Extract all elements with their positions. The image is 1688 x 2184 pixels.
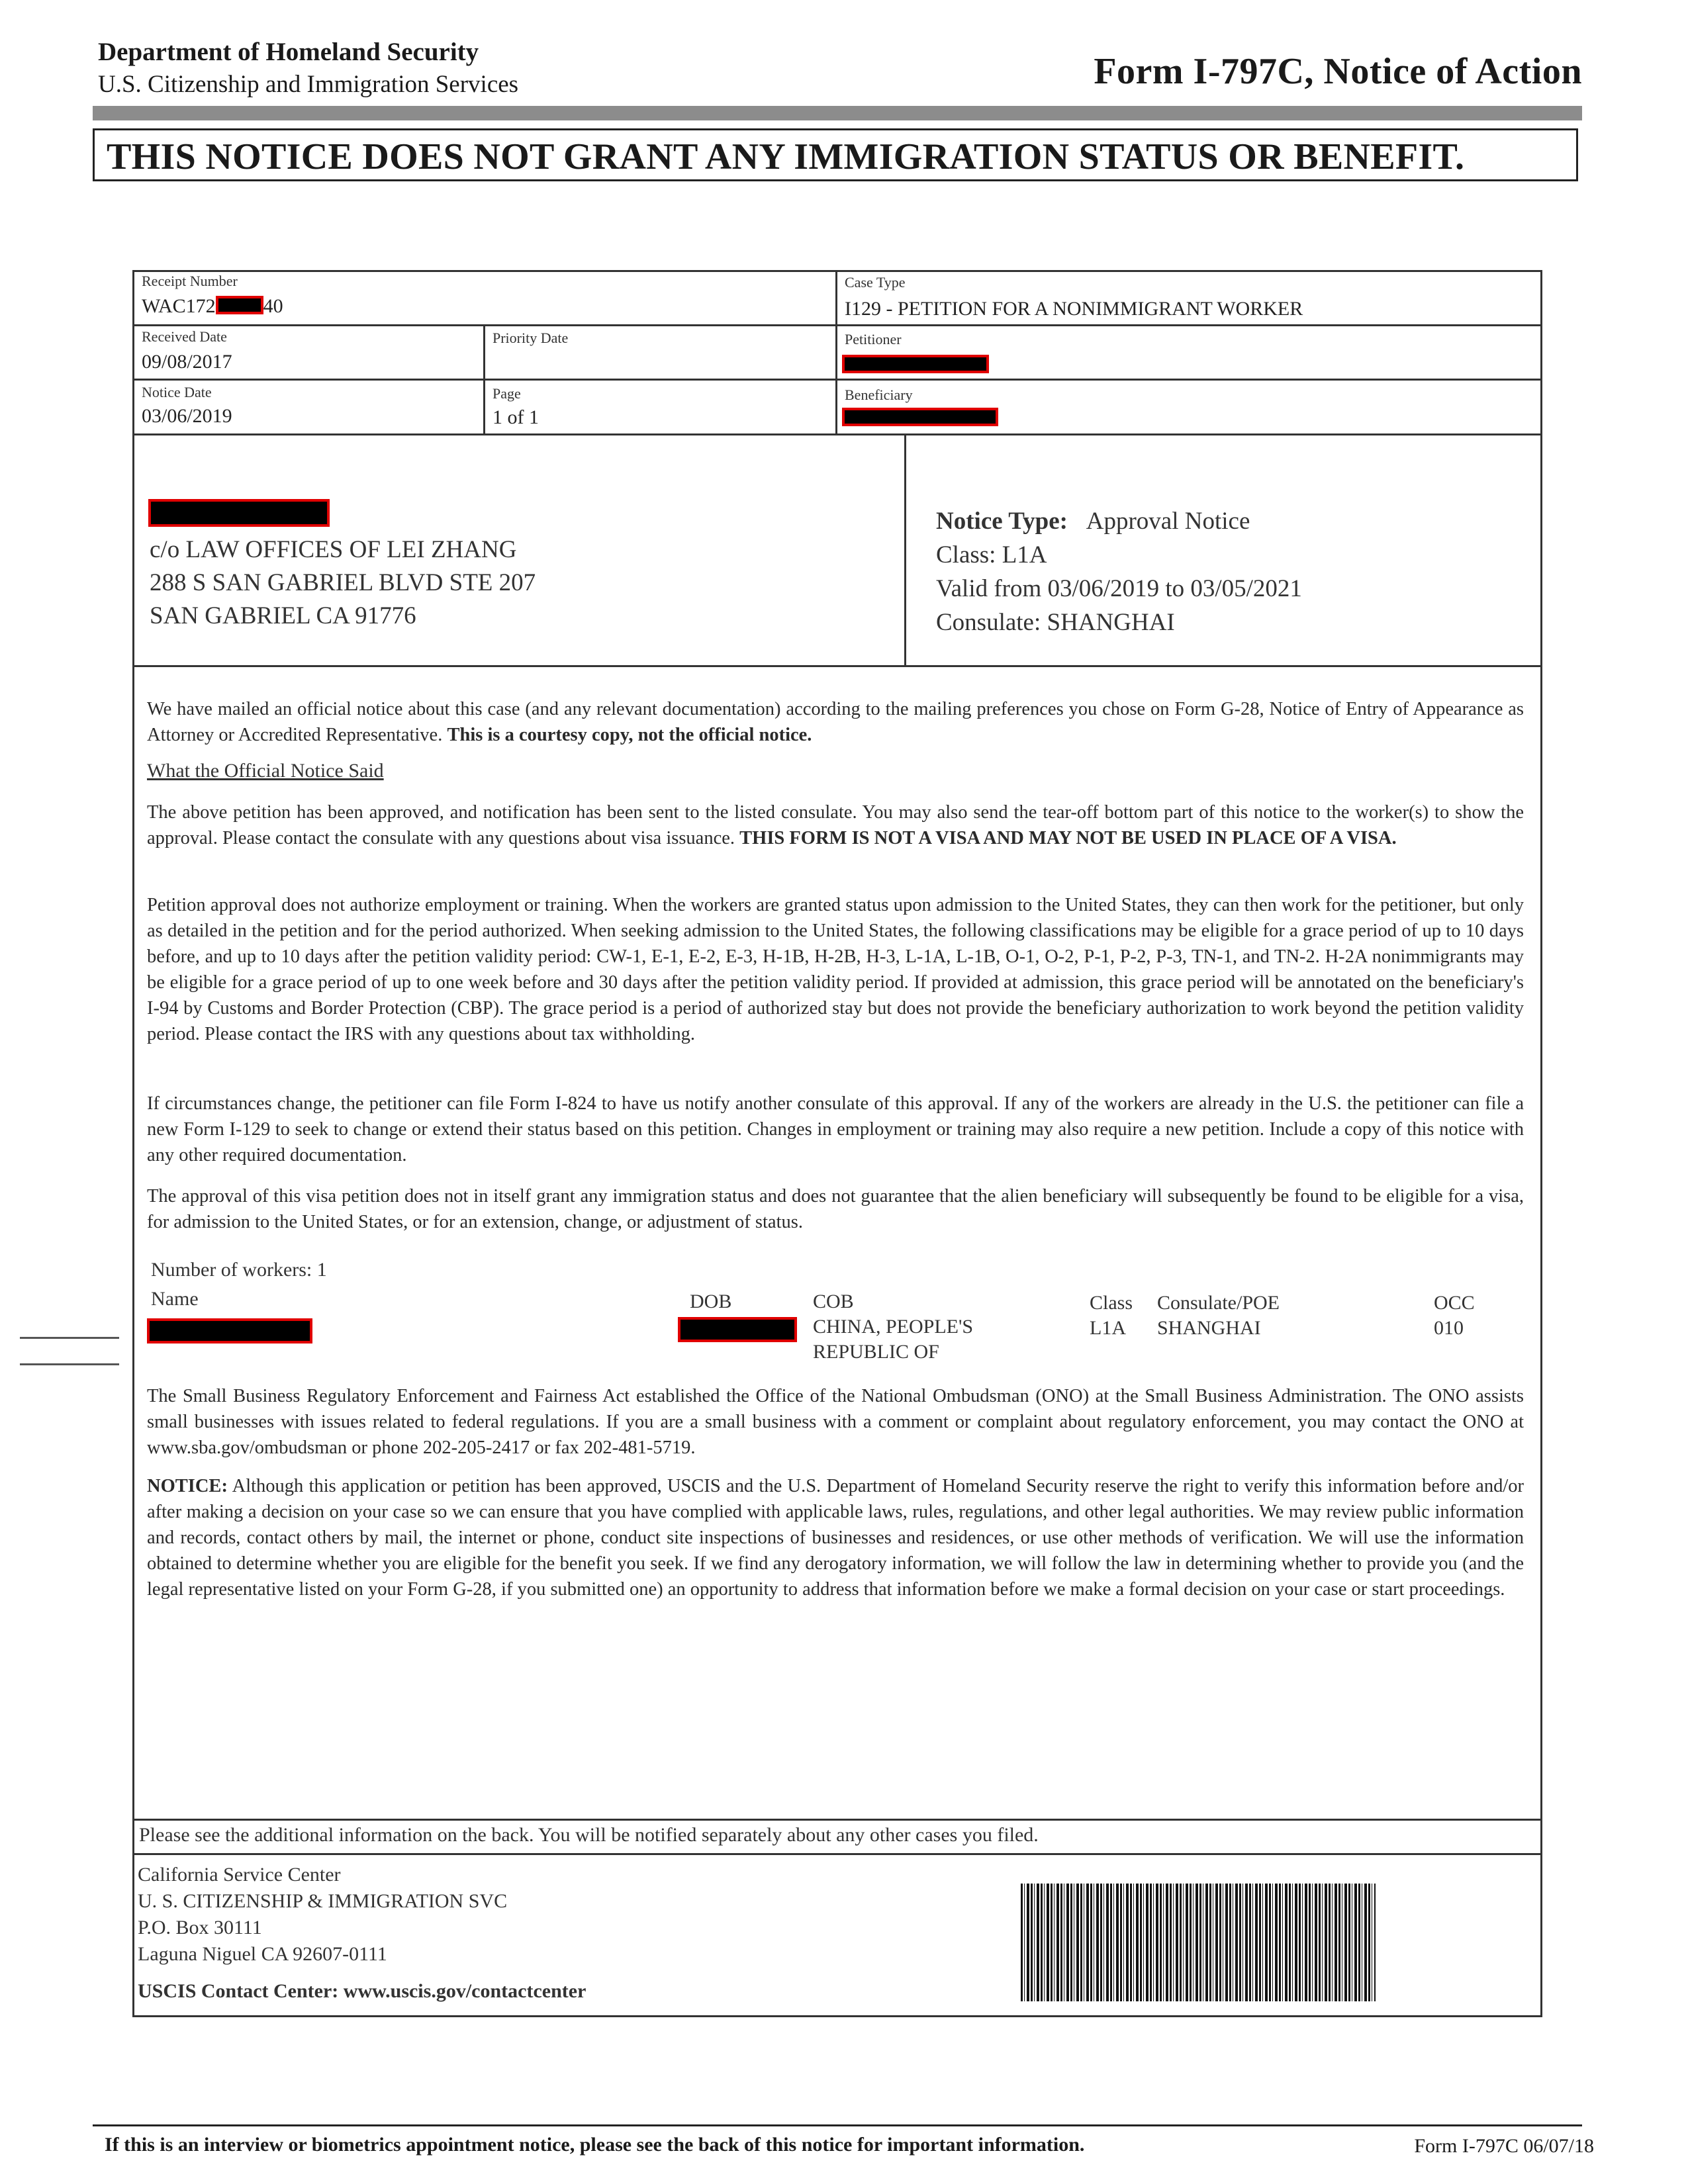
paragraph-approval [147, 799, 1524, 851]
grid-line [132, 324, 1542, 326]
beneficiary-label: Beneficiary [845, 387, 913, 403]
worker-class: L1A [1090, 1317, 1126, 1339]
intro-bold-text: This is a courtesy copy, not the official notice. [447, 725, 812, 745]
petitioner-label: Petitioner [845, 331, 902, 347]
grid-line [132, 1819, 1542, 1821]
received-date-label: Received Date [142, 328, 227, 345]
page-footer-note: If this is an interview or biometrics appointment notice, please see the back of this notice for important information. [105, 2134, 1085, 2156]
status-banner: THIS NOTICE DOES NOT GRANT ANY IMMIGRATION STATUS OR BENEFIT. [93, 128, 1578, 181]
intro-text: We have mailed an official notice about this case (and any relevant documentation) according to the mailing preferences you chose on Form G-28, Notice of Entry of Appearance as Attorney or Accredited Representative. [147, 699, 1524, 745]
footer-rule [93, 2124, 1582, 2126]
barcode [1021, 1884, 1376, 2001]
paragraph-circumstances: If circumstances change, the petitioner can file Form I-824 to have us notify another consulate of this approval. If any of the workers are already in the U.S. the petitioner can file a new Form I-129 to seek to change or extend their status based on this petition. Changes in employment or training may also require a new petition. Include a copy of this notice with any other required documentation. [147, 1093, 1524, 1165]
page-label: Page [492, 385, 521, 402]
number-of-workers: Number of workers: 1 [151, 1259, 327, 1281]
notice-type-label: Notice Type: [936, 508, 1068, 535]
not-a-visa-warning: THIS FORM IS NOT A VISA AND MAY NOT BE USED IN PLACE OF A VISA. [739, 828, 1397, 848]
agency-name: Department of Homeland Security [98, 38, 479, 66]
intro-paragraph [147, 696, 1524, 748]
column-header-name: Name [151, 1288, 199, 1310]
column-header-consulate: Consulate/POE [1157, 1292, 1280, 1314]
address-line-3: SAN GABRIEL CA 91776 [150, 602, 416, 629]
notice-date-label: Notice Date [142, 384, 212, 400]
column-header-cob: COB [813, 1291, 854, 1312]
margin-mark [20, 1363, 119, 1365]
notice-label: NOTICE: [147, 1476, 228, 1496]
paragraph-status: The approval of this visa petition does not in itself grant any immigration status and does not guarantee that the alien beneficiary will subsequently be found to be eligible for a visa, for admission to the United States, or for an extension, change, or adjustment of status. [147, 1186, 1524, 1232]
service-center-line-3: P.O. Box 30111 [138, 1917, 262, 1938]
grid-line [835, 270, 837, 433]
additional-info-note: Please see the additional information on the back. You will be notified separately about any other cases you filed. [139, 1824, 1039, 1846]
agency-subname: U.S. Citizenship and Immigration Services [98, 71, 519, 98]
column-header-occ: OCC [1434, 1292, 1475, 1314]
page-number: 1 of 1 [492, 406, 539, 428]
worker-consulate: SHANGHAI [1157, 1317, 1261, 1339]
redaction-box [842, 355, 989, 373]
worker-cob-line-2: REPUBLIC OF [813, 1341, 939, 1363]
notice-date: 03/06/2019 [142, 405, 232, 427]
grid-line [132, 433, 1542, 435]
section-title: What the Official Notice Said [147, 760, 384, 782]
notice-type-value: Approval Notice [1086, 508, 1250, 535]
receipt-number-label: Receipt Number [142, 273, 238, 289]
contact-center: USCIS Contact Center: www.uscis.gov/contactcenter [138, 1980, 586, 2002]
grid-line [132, 1853, 1542, 1855]
notice-type [936, 504, 1250, 538]
case-type-label: Case Type [845, 274, 906, 291]
address-line-2: 288 S SAN GABRIEL BLVD STE 207 [150, 569, 536, 596]
case-type: I129 - PETITION FOR A NONIMMIGRANT WORKER [845, 298, 1303, 320]
priority-date-label: Priority Date [492, 330, 569, 346]
grid-line [132, 665, 1542, 667]
class: Class: L1A [936, 541, 1047, 569]
worker-cob-line-1: CHINA, PEOPLE'S [813, 1316, 974, 1338]
paragraph-notice [147, 1473, 1524, 1602]
redaction-box [216, 296, 263, 314]
redaction-box [147, 1318, 312, 1343]
column-header-class: Class [1090, 1292, 1133, 1314]
margin-mark [20, 1337, 119, 1339]
consulate: Consulate: SHANGHAI [936, 609, 1175, 636]
column-header-dob: DOB [690, 1291, 732, 1312]
address-line-1: c/o LAW OFFICES OF LEI ZHANG [150, 536, 517, 563]
service-center-line-1: California Service Center [138, 1864, 341, 1886]
notice-text: Although this application or petition has been approved, USCIS and the U.S. Department of Homeland Security reserve the right to verify this information before and/or after making a decision on your case so we can ensure that you have complied with applicable laws, rules, regulations, and other legal authorities. We may review public information and records, contact others by mail, the internet or phone, conduct site inspections of businesses and residences, or use other methods of verification. We will use the information obtained to determine whether you are eligible for the benefit you seek. If we find any derogatory information, we will follow the law in determining whether to provide you (and the legal representative listed on your Form G-28, if you submitted one) an opportunity to address that information before we make a formal decision on your case or start proceedings. [147, 1476, 1524, 1600]
header-rule [93, 106, 1582, 120]
paragraph-ombudsman: The Small Business Regulatory Enforcement and Fairness Act established the Office of the National Ombudsman (ONO) at the Small Business Administration. The ONO assists small businesses with issues related to federal regulations. If you are a small business with a comment or complaint about regulatory enforcement, you may contact the ONO at www.sba.gov/ombudsman or phone 202-205-2417 or fax 202-481-5719. [147, 1386, 1524, 1458]
worker-occ: 010 [1434, 1317, 1464, 1339]
redaction-box [842, 408, 998, 426]
redaction-box [148, 499, 330, 527]
receipt-number-suffix: 40 [263, 295, 283, 317]
form-edition: Form I-797C 06/07/18 [1414, 2135, 1594, 2157]
receipt-number-prefix: WAC172 [142, 295, 216, 317]
service-center-line-4: Laguna Niguel CA 92607-0111 [138, 1943, 387, 1965]
grid-line [904, 433, 906, 665]
grid-line [132, 379, 1542, 381]
validity-period: Valid from 03/06/2019 to 03/05/2021 [936, 575, 1302, 602]
form-title: Form I-797C, Notice of Action [1094, 51, 1582, 92]
service-center-line-2: U. S. CITIZENSHIP & IMMIGRATION SVC [138, 1890, 508, 1912]
paragraph-employment: Petition approval does not authorize employment or training. When the workers are granted status upon admission to the United States, they can then work for the petitioner, but only as detailed in the petition and for the period authorized. When seeking admission to the United States, the following classifications may be eligible for a grace period of up to 10 days before, and up to 10 days after the petition validity period: CW-1, E-1, E-2, E-3, H-1B, H-2B, H-3, L-1A, L-1B, O-1, O-2, P-1, P-2, P-3, TN-1, and TN-2. H-2A nonimmigrants may be eligible for a grace period of up to one week before and 30 days after the petition validity period. If provided at admission, this grace period will be annotated on the beneficiary's I-94 by Customs and Border Protection (CBP). The grace period is a period of authorized stay but does not provide the beneficiary authorization to work beyond the petition validity period. Please contact the IRS with any questions about tax withholding. [147, 895, 1524, 1044]
redaction-box [678, 1317, 797, 1342]
grid-line [483, 324, 485, 433]
paragraph-approval-text: The above petition has been approved, and notification has been sent to the listed consulate. You may also send the tear-off bottom part of this notice to the worker(s) to show the approval. Please contact the consulate with any questions about visa issuance. [147, 802, 1524, 848]
receipt-number [142, 295, 283, 318]
received-date: 09/08/2017 [142, 351, 232, 373]
